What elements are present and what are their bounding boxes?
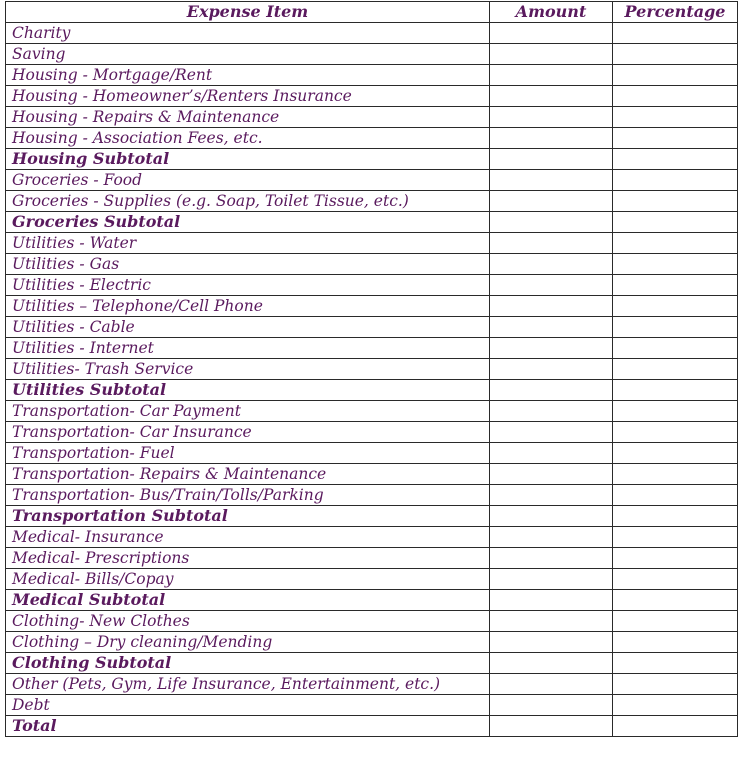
amount-cell[interactable] — [490, 191, 613, 212]
expense-item-label: Groceries Subtotal — [6, 212, 490, 233]
table-row — [6, 128, 738, 149]
expense-item-label: Medical- Prescriptions — [6, 548, 490, 569]
table-row — [6, 23, 738, 44]
expense-item-label: Utilities Subtotal — [6, 380, 490, 401]
percentage-cell[interactable] — [613, 86, 738, 107]
table-row — [6, 86, 738, 107]
amount-cell[interactable] — [490, 23, 613, 44]
percentage-cell[interactable] — [613, 296, 738, 317]
expense-item-label: Housing - Mortgage/Rent — [6, 65, 490, 86]
amount-cell[interactable] — [490, 590, 613, 611]
amount-cell[interactable] — [490, 338, 613, 359]
amount-cell[interactable] — [490, 317, 613, 338]
amount-cell[interactable] — [490, 65, 613, 86]
expense-item-label: Transportation- Fuel — [6, 443, 490, 464]
table-row — [6, 65, 738, 86]
expense-item-label: Housing - Association Fees, etc. — [6, 128, 490, 149]
percentage-cell[interactable] — [613, 275, 738, 296]
header-amount: Amount — [490, 2, 613, 23]
percentage-cell[interactable] — [613, 653, 738, 674]
expense-item-label: Groceries - Supplies (e.g. Soap, Toilet Tissue, etc.) — [6, 191, 490, 212]
table-row — [6, 44, 738, 65]
expense-item-label: Utilities - Electric — [6, 275, 490, 296]
expense-item-label: Groceries - Food — [6, 170, 490, 191]
percentage-cell[interactable] — [613, 716, 738, 737]
amount-cell[interactable] — [490, 548, 613, 569]
percentage-cell[interactable] — [613, 338, 738, 359]
percentage-cell[interactable] — [613, 317, 738, 338]
expense-table — [5, 1, 738, 737]
amount-cell[interactable] — [490, 632, 613, 653]
expense-item-label: Utilities - Cable — [6, 317, 490, 338]
table-row — [6, 611, 738, 632]
expense-item-label: Transportation- Repairs & Maintenance — [6, 464, 490, 485]
expense-item-label: Medical Subtotal — [6, 590, 490, 611]
percentage-cell[interactable] — [613, 128, 738, 149]
amount-cell[interactable] — [490, 233, 613, 254]
percentage-cell[interactable] — [613, 107, 738, 128]
subtotal-row — [6, 590, 738, 611]
amount-cell[interactable] — [490, 128, 613, 149]
expense-item-label: Transportation Subtotal — [6, 506, 490, 527]
percentage-cell[interactable] — [613, 485, 738, 506]
amount-cell[interactable] — [490, 443, 613, 464]
expense-item-label: Medical- Bills/Copay — [6, 569, 490, 590]
percentage-cell[interactable] — [613, 611, 738, 632]
percentage-cell[interactable] — [613, 674, 738, 695]
percentage-cell[interactable] — [613, 569, 738, 590]
percentage-cell[interactable] — [613, 590, 738, 611]
percentage-cell[interactable] — [613, 233, 738, 254]
table-row — [6, 527, 738, 548]
expense-item-label: Transportation- Car Insurance — [6, 422, 490, 443]
percentage-cell[interactable] — [613, 359, 738, 380]
percentage-cell[interactable] — [613, 506, 738, 527]
percentage-cell[interactable] — [613, 380, 738, 401]
table-row — [6, 359, 738, 380]
table-row — [6, 170, 738, 191]
amount-cell[interactable] — [490, 716, 613, 737]
table-row — [6, 443, 738, 464]
subtotal-row — [6, 212, 738, 233]
expense-item-label: Housing - Homeowner’s/Renters Insurance — [6, 86, 490, 107]
expense-item-label: Transportation- Car Payment — [6, 401, 490, 422]
expense-item-label: Clothing – Dry cleaning/Mending — [6, 632, 490, 653]
amount-cell[interactable] — [490, 212, 613, 233]
expense-item-label: Total — [6, 716, 490, 737]
table-row — [6, 275, 738, 296]
percentage-cell[interactable] — [613, 632, 738, 653]
expense-item-label: Utilities - Gas — [6, 254, 490, 275]
amount-cell[interactable] — [490, 695, 613, 716]
expense-item-label: Transportation- Bus/Train/Tolls/Parking — [6, 485, 490, 506]
expense-item-label: Clothing- New Clothes — [6, 611, 490, 632]
percentage-cell[interactable] — [613, 695, 738, 716]
table-row — [6, 191, 738, 212]
percentage-cell[interactable] — [613, 527, 738, 548]
table-body — [6, 23, 738, 737]
header-percentage: Percentage — [613, 2, 738, 23]
expense-item-label: Housing - Repairs & Maintenance — [6, 107, 490, 128]
amount-cell[interactable] — [490, 674, 613, 695]
subtotal-row — [6, 506, 738, 527]
expense-item-label: Utilities- Trash Service — [6, 359, 490, 380]
percentage-cell[interactable] — [613, 422, 738, 443]
table-row — [6, 548, 738, 569]
percentage-cell[interactable] — [613, 548, 738, 569]
amount-cell[interactable] — [490, 359, 613, 380]
header-expense-item: Expense Item — [6, 2, 490, 23]
percentage-cell[interactable] — [613, 401, 738, 422]
table-row — [6, 338, 738, 359]
amount-cell[interactable] — [490, 86, 613, 107]
subtotal-row — [6, 149, 738, 170]
table-row — [6, 401, 738, 422]
amount-cell[interactable] — [490, 506, 613, 527]
expense-item-label: Utilities – Telephone/Cell Phone — [6, 296, 490, 317]
amount-cell[interactable] — [490, 296, 613, 317]
table-row — [6, 317, 738, 338]
amount-cell[interactable] — [490, 527, 613, 548]
expense-item-label: Charity — [6, 23, 490, 44]
table-row — [6, 422, 738, 443]
expense-item-label: Clothing Subtotal — [6, 653, 490, 674]
subtotal-row — [6, 380, 738, 401]
table-row — [6, 254, 738, 275]
subtotal-row — [6, 653, 738, 674]
percentage-cell[interactable] — [613, 254, 738, 275]
amount-cell[interactable] — [490, 611, 613, 632]
budget-worksheet — [5, 1, 738, 737]
percentage-cell[interactable] — [613, 443, 738, 464]
percentage-cell[interactable] — [613, 464, 738, 485]
amount-cell[interactable] — [490, 275, 613, 296]
percentage-cell[interactable] — [613, 212, 738, 233]
amount-cell[interactable] — [490, 464, 613, 485]
amount-cell[interactable] — [490, 149, 613, 170]
expense-item-label: Other (Pets, Gym, Life Insurance, Entertainment, etc.) — [6, 674, 490, 695]
expense-item-label: Housing Subtotal — [6, 149, 490, 170]
amount-cell[interactable] — [490, 254, 613, 275]
table-header — [6, 2, 738, 23]
expense-item-label: Saving — [6, 44, 490, 65]
percentage-cell[interactable] — [613, 149, 738, 170]
table-row — [6, 569, 738, 590]
percentage-cell[interactable] — [613, 44, 738, 65]
table-row — [6, 464, 738, 485]
amount-cell[interactable] — [490, 44, 613, 65]
amount-cell[interactable] — [490, 107, 613, 128]
amount-cell[interactable] — [490, 653, 613, 674]
header-row — [6, 2, 738, 23]
table-row — [6, 296, 738, 317]
table-row — [6, 233, 738, 254]
expense-item-label: Utilities - Water — [6, 233, 490, 254]
percentage-cell[interactable] — [613, 191, 738, 212]
percentage-cell[interactable] — [613, 65, 738, 86]
amount-cell[interactable] — [490, 380, 613, 401]
percentage-cell[interactable] — [613, 170, 738, 191]
expense-item-label: Medical- Insurance — [6, 527, 490, 548]
expense-item-label: Utilities - Internet — [6, 338, 490, 359]
table-row — [6, 632, 738, 653]
table-row — [6, 674, 738, 695]
amount-cell[interactable] — [490, 485, 613, 506]
percentage-cell[interactable] — [613, 23, 738, 44]
expense-item-label: Debt — [6, 695, 490, 716]
amount-cell[interactable] — [490, 422, 613, 443]
amount-cell[interactable] — [490, 170, 613, 191]
table-row — [6, 695, 738, 716]
table-row — [6, 107, 738, 128]
amount-cell[interactable] — [490, 401, 613, 422]
amount-cell[interactable] — [490, 569, 613, 590]
table-row — [6, 485, 738, 506]
subtotal-row — [6, 716, 738, 737]
